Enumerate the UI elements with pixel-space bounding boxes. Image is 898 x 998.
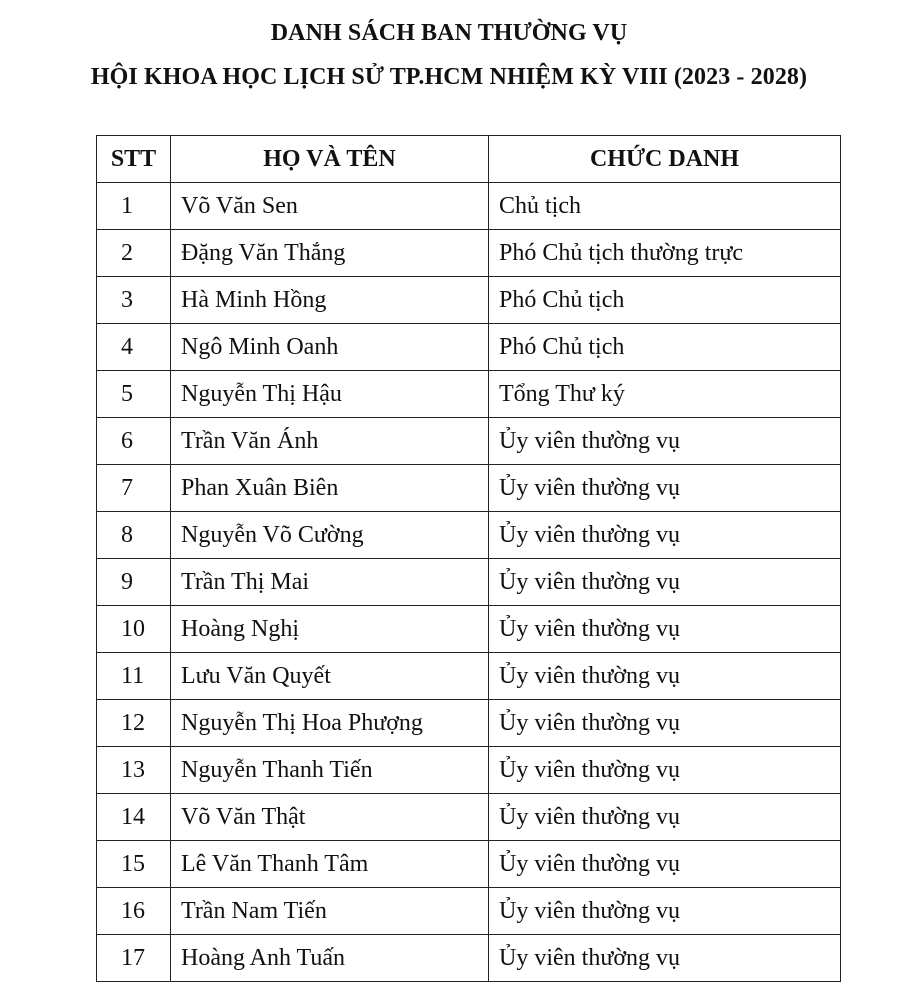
header-stt: STT xyxy=(97,136,171,183)
row-name: Trần Nam Tiến xyxy=(171,888,489,935)
row-stt: 13 xyxy=(97,747,171,794)
document-title: DANH SÁCH BAN THƯỜNG VỤ xyxy=(270,20,628,46)
table-row xyxy=(97,935,841,982)
row-name: Lưu Văn Quyết xyxy=(171,653,489,700)
table-row xyxy=(97,841,841,888)
row-role: Ủy viên thường vụ xyxy=(489,935,841,982)
row-role: Ủy viên thường vụ xyxy=(489,559,841,606)
row-stt: 6 xyxy=(97,418,171,465)
row-stt: 11 xyxy=(97,653,171,700)
table-header-row xyxy=(97,136,841,183)
row-stt: 14 xyxy=(97,794,171,841)
row-role: Ủy viên thường vụ xyxy=(489,606,841,653)
table-row xyxy=(97,700,841,747)
header-name: HỌ VÀ TÊN xyxy=(171,136,489,183)
row-stt: 8 xyxy=(97,512,171,559)
row-stt: 2 xyxy=(97,230,171,277)
row-stt: 12 xyxy=(97,700,171,747)
row-name: Võ Văn Sen xyxy=(171,183,489,230)
row-stt: 5 xyxy=(97,371,171,418)
row-name: Trần Văn Ánh xyxy=(171,418,489,465)
row-role: Ủy viên thường vụ xyxy=(489,841,841,888)
row-role: Ủy viên thường vụ xyxy=(489,794,841,841)
table-row xyxy=(97,230,841,277)
row-name: Hoàng Nghị xyxy=(171,606,489,653)
table-row xyxy=(97,418,841,465)
row-stt: 17 xyxy=(97,935,171,982)
row-role: Ủy viên thường vụ xyxy=(489,747,841,794)
row-name: Đặng Văn Thắng xyxy=(171,230,489,277)
row-role: Ủy viên thường vụ xyxy=(489,465,841,512)
row-stt: 3 xyxy=(97,277,171,324)
table-row xyxy=(97,371,841,418)
table-row xyxy=(97,653,841,700)
row-stt: 4 xyxy=(97,324,171,371)
table-body xyxy=(97,183,841,982)
table-row xyxy=(97,747,841,794)
row-role: Ủy viên thường vụ xyxy=(489,418,841,465)
row-role: Ủy viên thường vụ xyxy=(489,512,841,559)
header-role: CHỨC DANH xyxy=(489,136,841,183)
members-table xyxy=(96,135,841,982)
row-role: Phó Chủ tịch xyxy=(489,277,841,324)
table-row xyxy=(97,512,841,559)
row-stt: 16 xyxy=(97,888,171,935)
row-name: Hoàng Anh Tuấn xyxy=(171,935,489,982)
row-name: Nguyễn Võ Cường xyxy=(171,512,489,559)
row-role: Ủy viên thường vụ xyxy=(489,700,841,747)
row-stt: 9 xyxy=(97,559,171,606)
row-role: Ủy viên thường vụ xyxy=(489,888,841,935)
row-name: Trần Thị Mai xyxy=(171,559,489,606)
row-name: Nguyễn Thị Hoa Phượng xyxy=(171,700,489,747)
row-name: Nguyễn Thị Hậu xyxy=(171,371,489,418)
table-row xyxy=(97,888,841,935)
table-row xyxy=(97,794,841,841)
row-role: Phó Chủ tịch thường trực xyxy=(489,230,841,277)
row-stt: 1 xyxy=(97,183,171,230)
table-row xyxy=(97,324,841,371)
table-row xyxy=(97,183,841,230)
row-role: Tổng Thư ký xyxy=(489,371,841,418)
row-role: Chủ tịch xyxy=(489,183,841,230)
table-row xyxy=(97,559,841,606)
row-name: Hà Minh Hồng xyxy=(171,277,489,324)
row-role: Ủy viên thường vụ xyxy=(489,653,841,700)
row-name: Nguyễn Thanh Tiến xyxy=(171,747,489,794)
row-name: Phan Xuân Biên xyxy=(171,465,489,512)
row-stt: 10 xyxy=(97,606,171,653)
document-subtitle: HỘI KHOA HỌC LỊCH SỬ TP.HCM NHIỆM KỲ VIII (2023 - 2028) xyxy=(90,64,808,90)
row-name: Võ Văn Thật xyxy=(171,794,489,841)
table-row xyxy=(97,277,841,324)
table-header xyxy=(97,136,841,183)
row-stt: 15 xyxy=(97,841,171,888)
row-role: Phó Chủ tịch xyxy=(489,324,841,371)
row-name: Ngô Minh Oanh xyxy=(171,324,489,371)
row-name: Lê Văn Thanh Tâm xyxy=(171,841,489,888)
table-row xyxy=(97,606,841,653)
table-row xyxy=(97,465,841,512)
row-stt: 7 xyxy=(97,465,171,512)
